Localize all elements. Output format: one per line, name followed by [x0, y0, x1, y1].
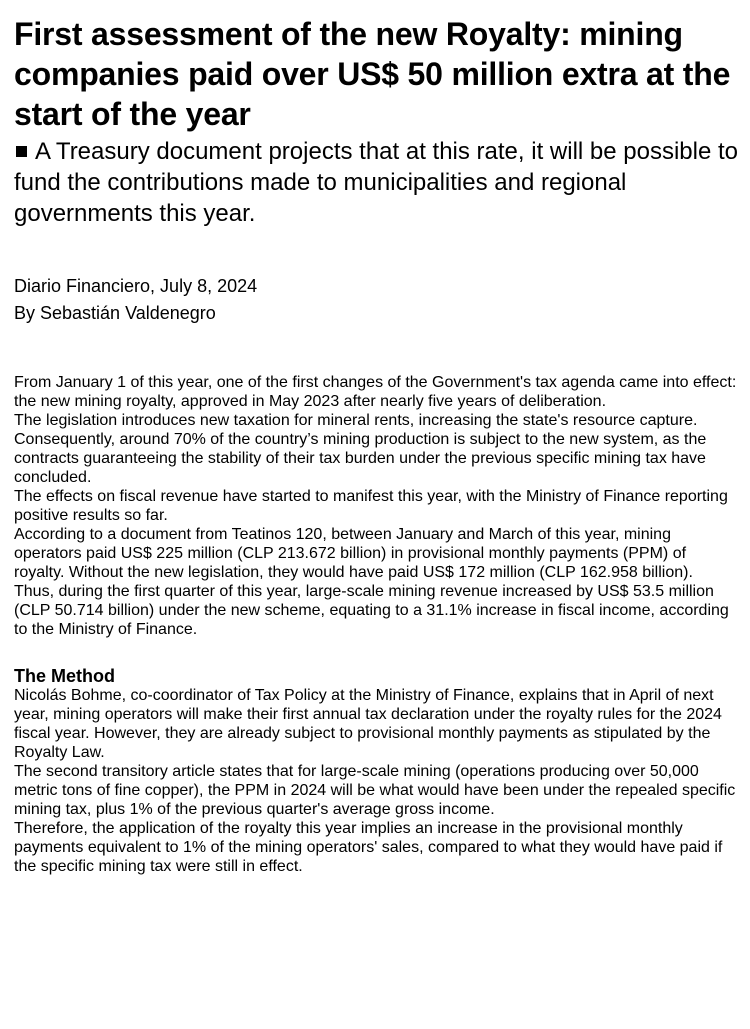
section-paragraph: The second transitory article states that for large-scale mining (operations producing over 50,000 metric tons of fine copper), the PPM in 2024 will be what would have been under the repealed specific mining tax, plus 1% of the previous quarter's average gross income. — [14, 763, 736, 818]
body-paragraph: According to a document from Teatinos 120, between January and March of this year, mining operators paid US$ 225 million (CLP 213.672 billion) in provisional monthly payments (PPM) of royalty. Without the new legislation, they would have paid US$ 172 million (CLP 162.958 billion). — [14, 526, 693, 581]
source-line: Diario Financiero, July 8, 2024 — [14, 276, 258, 296]
byline: By Sebastián Valdenegro — [14, 303, 216, 323]
section-paragraph: Therefore, the application of the royalty this year implies an increase in the provisional monthly payments equivalent to 1% of the mining operators' sales, compared to what they would have paid if the specific mining tax were still in effect. — [14, 820, 723, 875]
article-subheadline-row — [14, 136, 738, 229]
body-paragraph: Thus, during the first quarter of this year, large-scale mining revenue increased by US$ 53.5 million (CLP 50.714 billion) under the new scheme, equating to a 31.1% increase in fiscal income, according to the Ministry of Finance. — [14, 583, 729, 638]
section-title: The Method — [14, 666, 115, 686]
article-body — [14, 373, 738, 639]
section-paragraph: Nicolás Bohme, co-coordinator of Tax Policy at the Ministry of Finance, explains that in April of next year, mining operators will make their first annual tax declaration under the royalty rules for the 2024 fiscal year. However, they are already subject to provisional monthly payments as stipulated by the Royalty Law. — [14, 687, 722, 761]
section-body — [14, 686, 738, 876]
article-headline: First assessment of the new Royalty: mining companies paid over US$ 50 million extra at the start of the year — [14, 16, 731, 132]
article-subheadline: A Treasury document projects that at this rate, it will be possible to fund the contributions made to municipalities and regional governments this year. — [14, 138, 739, 227]
body-paragraph: The effects on fiscal revenue have started to manifest this year, with the Ministry of Finance reporting positive results so far. — [14, 488, 728, 524]
body-paragraph: The legislation introduces new taxation for mineral rents, increasing the state's resource capture. Consequently, around 70% of the country’s mining production is subject to the new system, as the contracts guaranteeing the stability of their tax burden under the previous specific mining tax have concluded. — [14, 412, 707, 486]
article-meta — [14, 273, 738, 327]
body-paragraph: From January 1 of this year, one of the first changes of the Government's tax agenda came into effect: the new mining royalty, approved in May 2023 after nearly five years of deliberation. — [14, 374, 737, 410]
square-bullet-icon — [16, 146, 27, 157]
